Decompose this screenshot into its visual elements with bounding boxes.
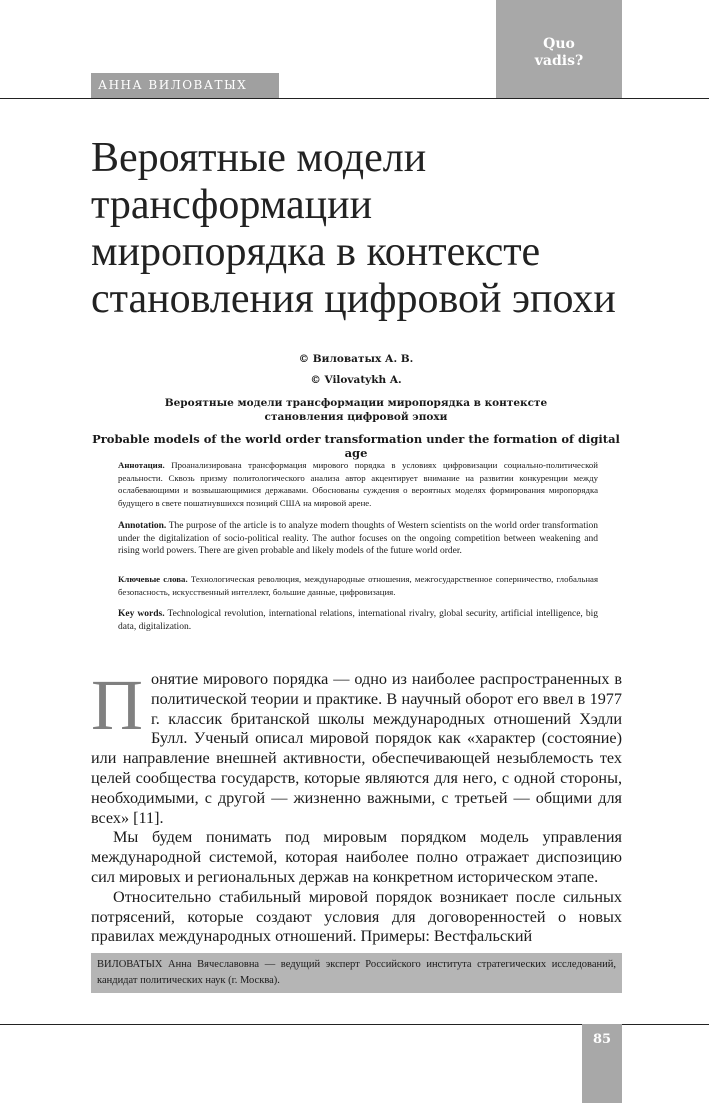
keywords-en-label: Key words. <box>118 609 165 619</box>
author-running-head: АННА ВИЛОВАТЫХ <box>91 73 279 98</box>
subtitle-ru <box>91 396 621 424</box>
top-divider <box>0 98 709 99</box>
article-title <box>91 135 651 323</box>
subtitle-ru-line: становления цифровой эпохи <box>264 411 448 423</box>
abstract-ru-text: Проанализирована трансформация мирового порядка в условиях цифровизации социально-политической реальности. Сквозь призму политологического анализа автор акцентирует внимание на развитии конкуренции между ослабевающими и возвышающимися державами. Обоснованы суждения о вероятных моделях формирования миропорядка будущего в свете пошатнувшихся позиций США на мировой арене. <box>118 460 598 508</box>
keywords-ru <box>118 573 598 598</box>
abstract-en-text: The purpose of the article is to analyze modern thoughts of Western scientists on the world order transformation under the digitalization of socio-political reality. The author focuses on the ongoing competition between weakening and rising world powers. There are given probable and likely models of the future world order. <box>118 521 598 556</box>
abstract-en-label: Annotation. <box>118 521 167 531</box>
abstract-ru <box>118 459 598 509</box>
article-body <box>91 665 622 947</box>
title-line: становления цифровой эпохи <box>91 276 616 322</box>
copyright-ru: © Виловатых А. В. <box>298 353 414 365</box>
section-label-line1: Quo <box>543 36 575 52</box>
title-line: миропорядка в контексте <box>91 229 541 275</box>
title-line: трансформации <box>91 182 373 228</box>
author-bio-note: ВИЛОВАТЫХ Анна Вячеславовна — ведущий эксперт Российского института стратегических исследований, кандидат политических наук (г. Москва). <box>91 953 622 993</box>
title-line: Вероятные модели <box>91 135 427 181</box>
abstract-ru-label: Аннотация. <box>118 460 165 470</box>
body-paragraph-2: Мы будем понимать под мировым порядком модель управления международной системой, которая наиболее полно отражает диспозицию сил мировых и региональных держав на конкретном историческом этапе. <box>91 828 622 886</box>
keywords-en-text: Technological revolution, international relations, international rivalry, global security, artificial intelligence, big data, digitalization. <box>118 609 598 632</box>
subtitle-en: Probable models of the world order transformation under the formation of digital age <box>92 432 620 460</box>
section-label-box <box>496 0 622 98</box>
section-label-line2: vadis? <box>534 53 584 69</box>
copyright-en: © Vilovatykh A. <box>310 374 402 386</box>
drop-cap: П <box>91 665 143 745</box>
keywords-ru-text: Технологическая революция, международные отношения, межгосударственное соперничество, глобальная безопасность, искусственный интеллект, большие данные, цифровизация. <box>118 574 598 597</box>
body-paragraph-1: онятие мирового порядка — одно из наиболее распространенных в политической теории и практике. В научный оборот его ввел в 1977 г. классик британской школы международных отношений Хэдли Булл. Ученый описал мировой порядок как «характер (состояние) или направление внешней активности, обеспечивающей незыблемость тех целей сообщества государств, которые являются для него, с одной стороны, необходимыми, с другой — жизненно важными, с третьей — общими для всех» [11]. <box>91 670 622 827</box>
keywords-en <box>118 608 598 633</box>
body-paragraph-3: Относительно стабильный мировой порядок возникает после сильных потрясений, которые создают условия для договоренностей о новых правилах международных отношений. Примеры: Вестфальский <box>91 887 622 946</box>
keywords-ru-label: Ключевые слова. <box>118 574 188 584</box>
subtitle-ru-line: Вероятные модели трансформации миропорядка в контексте <box>164 397 548 409</box>
abstract-en <box>118 520 598 558</box>
page-number: 85 <box>582 1024 622 1103</box>
